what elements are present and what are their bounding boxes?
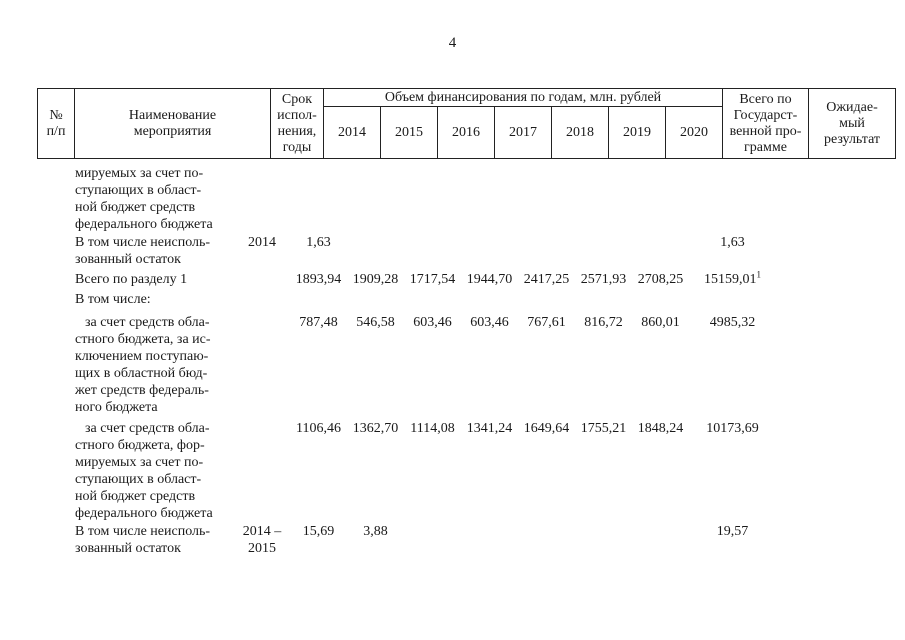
header-year-2020: 2020 bbox=[666, 107, 723, 159]
row-total: 1,63 bbox=[720, 235, 745, 250]
row-name: В том числе неисполь- зованный остаток bbox=[75, 235, 211, 267]
header-year-2017: 2017 bbox=[495, 107, 552, 159]
row-value-2015: 1909,28 bbox=[352, 272, 399, 287]
row-value-2015: 3,88 bbox=[363, 524, 388, 539]
header-num: № п/п bbox=[38, 89, 75, 159]
row-value-2014: 787,48 bbox=[299, 315, 338, 330]
row-value-2020: 2708,25 bbox=[637, 272, 684, 287]
row-value-2017: 1341,24 bbox=[466, 421, 513, 436]
row-value-2016: 1114,08 bbox=[410, 421, 455, 436]
row-value-2018: 1649,64 bbox=[523, 421, 570, 436]
row-name: за счет средств обла- стного бюджета, за ис- ключением поступаю- щих в областной бюд- жет средств федераль- ного бюджета bbox=[75, 315, 211, 415]
row-name: Всего по разделу 1 bbox=[75, 272, 188, 287]
row-value-2019: 2571,93 bbox=[580, 272, 627, 287]
row-value-2016: 603,46 bbox=[413, 315, 452, 330]
row-name: мируемых за счет по- ступающих в област- ной бюджет средств федерального бюджета bbox=[75, 166, 213, 232]
row-value-2014: 15,69 bbox=[302, 524, 335, 539]
row-name: за счет средств обла- стного бюджета, фор- мируемых за счет по- ступающих в област- ной бюджет средств федерального бюджета bbox=[75, 421, 213, 521]
page-number: 4 bbox=[448, 35, 457, 51]
row-total: 15159,01$^1$ bbox=[704, 269, 761, 287]
header-year-2016: 2016 bbox=[438, 107, 495, 159]
row-value-2014: 1106,46 bbox=[296, 421, 341, 436]
row-value-2015: 1362,70 bbox=[352, 421, 399, 436]
row-term: 2014 bbox=[248, 235, 276, 250]
row-value-2019: 1755,21 bbox=[580, 421, 627, 436]
row-value-2017: 603,46 bbox=[470, 315, 509, 330]
row-name: В том числе неисполь- зованный остаток bbox=[75, 524, 211, 556]
row-value-2014: 1893,94 bbox=[295, 272, 342, 287]
header-financing-title: Объем финансирования по годам, млн. рублей bbox=[324, 89, 723, 107]
row-value-2015: 546,58 bbox=[356, 315, 395, 330]
row-total: 19,57 bbox=[716, 524, 749, 539]
row-total: 10173,69 bbox=[706, 421, 759, 436]
header-year-2018: 2018 bbox=[552, 107, 609, 159]
row-value-2018: 2417,25 bbox=[523, 272, 570, 287]
footnote-mark: 1 bbox=[756, 269, 761, 280]
row-value-2019: 816,72 bbox=[584, 315, 623, 330]
row-value-2020: 860,01 bbox=[641, 315, 680, 330]
header-year-2019: 2019 bbox=[609, 107, 666, 159]
row-value-2020: 1848,24 bbox=[637, 421, 684, 436]
row-value-2018: 767,61 bbox=[527, 315, 566, 330]
header-total: Всего по Государст- венной про- грамме bbox=[723, 89, 809, 159]
row-value-2016: 1717,54 bbox=[409, 272, 456, 287]
header-term: Срок испол- нения, годы bbox=[271, 89, 324, 159]
row-name: В том числе: bbox=[75, 292, 151, 307]
row-value-2017: 1944,70 bbox=[466, 272, 513, 287]
header-year-2015: 2015 bbox=[381, 107, 438, 159]
row-total: 4985,32 bbox=[709, 315, 756, 330]
header-result: Ожидае- мый результат bbox=[809, 89, 896, 159]
header-name: Наименование мероприятия bbox=[75, 89, 271, 159]
table-header bbox=[37, 88, 896, 159]
row-term: 2014 – 2015 bbox=[242, 524, 282, 556]
header-year-2014: 2014 bbox=[324, 107, 381, 159]
row-value-2014: 1,63 bbox=[306, 235, 331, 250]
